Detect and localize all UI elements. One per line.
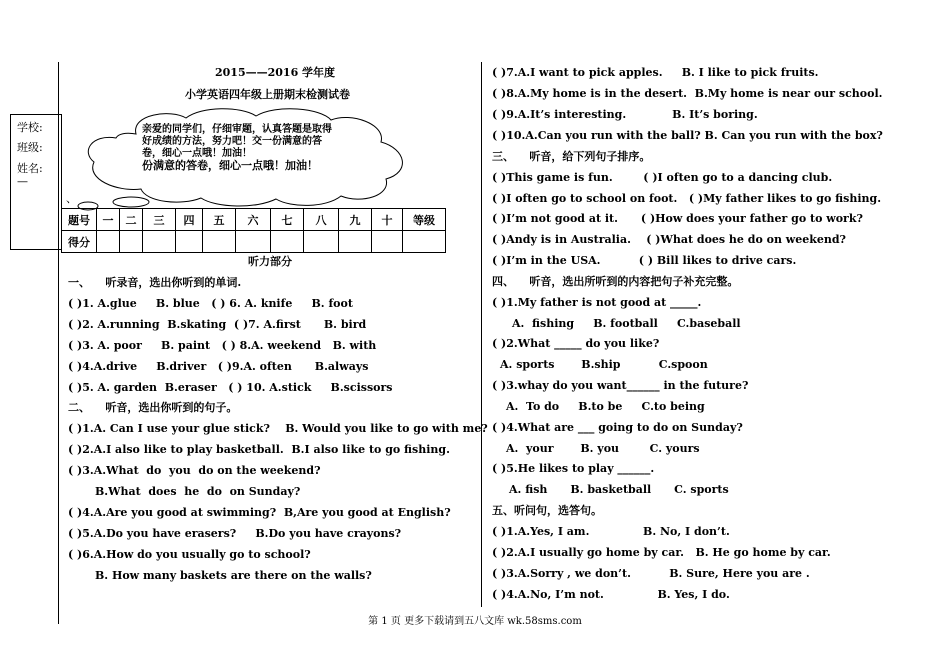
header-cell: 九 xyxy=(339,209,372,231)
header-cell: 三 xyxy=(143,209,176,231)
section-1-title: 一、 听录音，选出你听到的单词. xyxy=(68,276,242,289)
school-label: 学校: xyxy=(17,121,43,134)
section-3-item: ( )I often go to school on foot. ( )My father likes to go fishing. xyxy=(492,192,882,205)
header-cell: 六 xyxy=(236,209,271,231)
header-cell: 四 xyxy=(176,209,203,231)
section-4-options: A. To do B.to be C.to being xyxy=(506,400,705,413)
cloud-line: 好成绩的方法，努力吧！交一份满意的答 xyxy=(142,136,322,147)
header-cell: 五 xyxy=(203,209,236,231)
cloud-line: 亲爱的同学们，仔细审题，认真答题是取得 xyxy=(142,124,332,135)
section-5-item: ( )4.A.No, I’m not. B. Yes, I do. xyxy=(492,588,730,601)
header-cell: 题号 xyxy=(62,209,97,231)
section-2-item: ( )3.A.What do you do on the weekend? xyxy=(68,464,321,477)
section-3-item: ( )I’m in the USA. ( ) Bill likes to drive cars. xyxy=(492,254,797,267)
section-2-item: ( )9.A.It’s interesting. B. It’s boring. xyxy=(492,108,758,121)
section-3-item: ( )Andy is in Australia. ( )What does he do on weekend? xyxy=(492,233,846,246)
section-3-item: ( )This game is fun. ( )I often go to a dancing club. xyxy=(492,171,833,184)
score-cell[interactable] xyxy=(120,231,143,253)
section-3-title: 三、 听音，给下列句子排序。 xyxy=(492,150,651,163)
cloud-line: 份满意的答卷，细心一点哦！加油！ xyxy=(142,159,318,172)
header-cell: 等级 xyxy=(403,209,446,231)
score-cell[interactable] xyxy=(372,231,403,253)
center-divider xyxy=(481,62,482,607)
score-cell[interactable] xyxy=(339,231,372,253)
header-cell: 一 xyxy=(97,209,120,231)
section-2-item: B. How many baskets are there on the walls? xyxy=(95,569,372,582)
score-cell[interactable] xyxy=(143,231,176,253)
score-cell[interactable] xyxy=(271,231,304,253)
section-2-item: ( )4.A.Are you good at swimming? B,Are you good at English? xyxy=(68,506,451,519)
exam-title: 小学英语四年级上册期末检测试卷 xyxy=(185,88,350,101)
score-cell[interactable] xyxy=(304,231,339,253)
header-cell: 十 xyxy=(372,209,403,231)
section-4-item: ( )1.My father is not good at _____. xyxy=(492,296,702,309)
section-2-item: ( )2.A.I also like to play basketball. B.I also like to go fishing. xyxy=(68,443,450,456)
score-table-header-row xyxy=(62,209,446,231)
section-2-item: B.What does he do on Sunday? xyxy=(95,485,301,498)
section-4-options: A. your B. you C. yours xyxy=(506,442,700,455)
score-table-score-row xyxy=(62,231,446,253)
cloud-line: 卷，细心一点哦！加油！ xyxy=(142,148,252,159)
section-3-item: ( )I’m not good at it. ( )How does your father go to work? xyxy=(492,212,863,225)
school-year: 2015——2016 学年度 xyxy=(215,66,336,79)
section-5-title: 五、听问句，选答句。 xyxy=(492,504,602,517)
section-4-item: ( )5.He likes to play ______. xyxy=(492,462,655,475)
section-2-item: ( )6.A.How do you usually go to school? xyxy=(68,548,311,561)
name-label: 姓名: xyxy=(17,162,43,175)
section-2-item: ( )1.A. Can I use your glue stick? B. Would you like to go with me? xyxy=(68,422,488,435)
section-2-item: ( )8.A.My home is in the desert. B.My home is near our school. xyxy=(492,87,883,100)
score-cell[interactable] xyxy=(403,231,446,253)
section-4-item: ( )4.What are ___ going to do on Sunday? xyxy=(492,421,743,434)
section-1-item: ( )2. A.running B.skating ( )7. A.first B. bird xyxy=(68,318,367,331)
section-2-item: ( )10.A.Can you run with the ball? B. Can you run with the box? xyxy=(492,129,883,142)
score-row-label: 得分 xyxy=(62,231,97,253)
section-5-item: ( )1.A.Yes, I am. B. No, I don’t. xyxy=(492,525,730,538)
section-5-item: ( )2.A.I usually go home by car. B. He go home by car. xyxy=(492,546,831,559)
header-cell: 八 xyxy=(304,209,339,231)
score-cell[interactable] xyxy=(97,231,120,253)
section-4-options: A. sports B.ship C.spoon xyxy=(500,358,708,371)
page-footer: 第 1 页 更多下载请到五八文库 wk.58sms.com xyxy=(368,616,582,627)
section-1-item: ( )3. A. poor B. paint ( ) 8.A. weekend B. with xyxy=(68,339,377,352)
section-4-options: A. fishing B. football C.baseball xyxy=(512,317,741,330)
cloud-bubble-large xyxy=(113,197,149,207)
section-1-item: ( )5. A. garden B.eraser ( ) 10. A.stick B.scissors xyxy=(68,381,393,394)
stray-mark: 、 xyxy=(66,192,77,205)
score-table xyxy=(61,208,446,253)
score-cell[interactable] xyxy=(236,231,271,253)
section-1-item: ( )1. A.glue B. blue ( ) 6. A. knife B. foot xyxy=(68,297,353,310)
section-4-item: ( )2.What _____ do you like? xyxy=(492,337,660,350)
class-label: 班级: xyxy=(17,141,43,154)
score-cell[interactable] xyxy=(176,231,203,253)
section-2-title: 二、 听音，选出你听到的句子。 xyxy=(68,401,238,414)
student-info-box xyxy=(10,114,62,250)
header-cell: 二 xyxy=(120,209,143,231)
listening-section-title: 听力部分 xyxy=(248,255,292,268)
section-4-title: 四、 听音，选出所听到的内容把句子补充完整。 xyxy=(492,275,739,288)
section-1-item: ( )4.A.drive B.driver ( )9.A. often B.always xyxy=(68,360,369,373)
section-5-item: ( )3.A.Sorry , we don’t. B. Sure, Here you are . xyxy=(492,567,810,580)
header-cell: 七 xyxy=(271,209,304,231)
section-2-item: ( )5.A.Do you have erasers? B.Do you have crayons? xyxy=(68,527,402,540)
name-mark: — xyxy=(17,175,28,188)
section-4-options: A. fish B. basketball C. sports xyxy=(509,483,729,496)
cloud-text xyxy=(142,124,347,172)
section-4-item: ( )3.whay do you want______ in the future? xyxy=(492,379,749,392)
score-cell[interactable] xyxy=(203,231,236,253)
section-2-item: ( )7.A.I want to pick apples. B. I like to pick fruits. xyxy=(492,66,819,79)
